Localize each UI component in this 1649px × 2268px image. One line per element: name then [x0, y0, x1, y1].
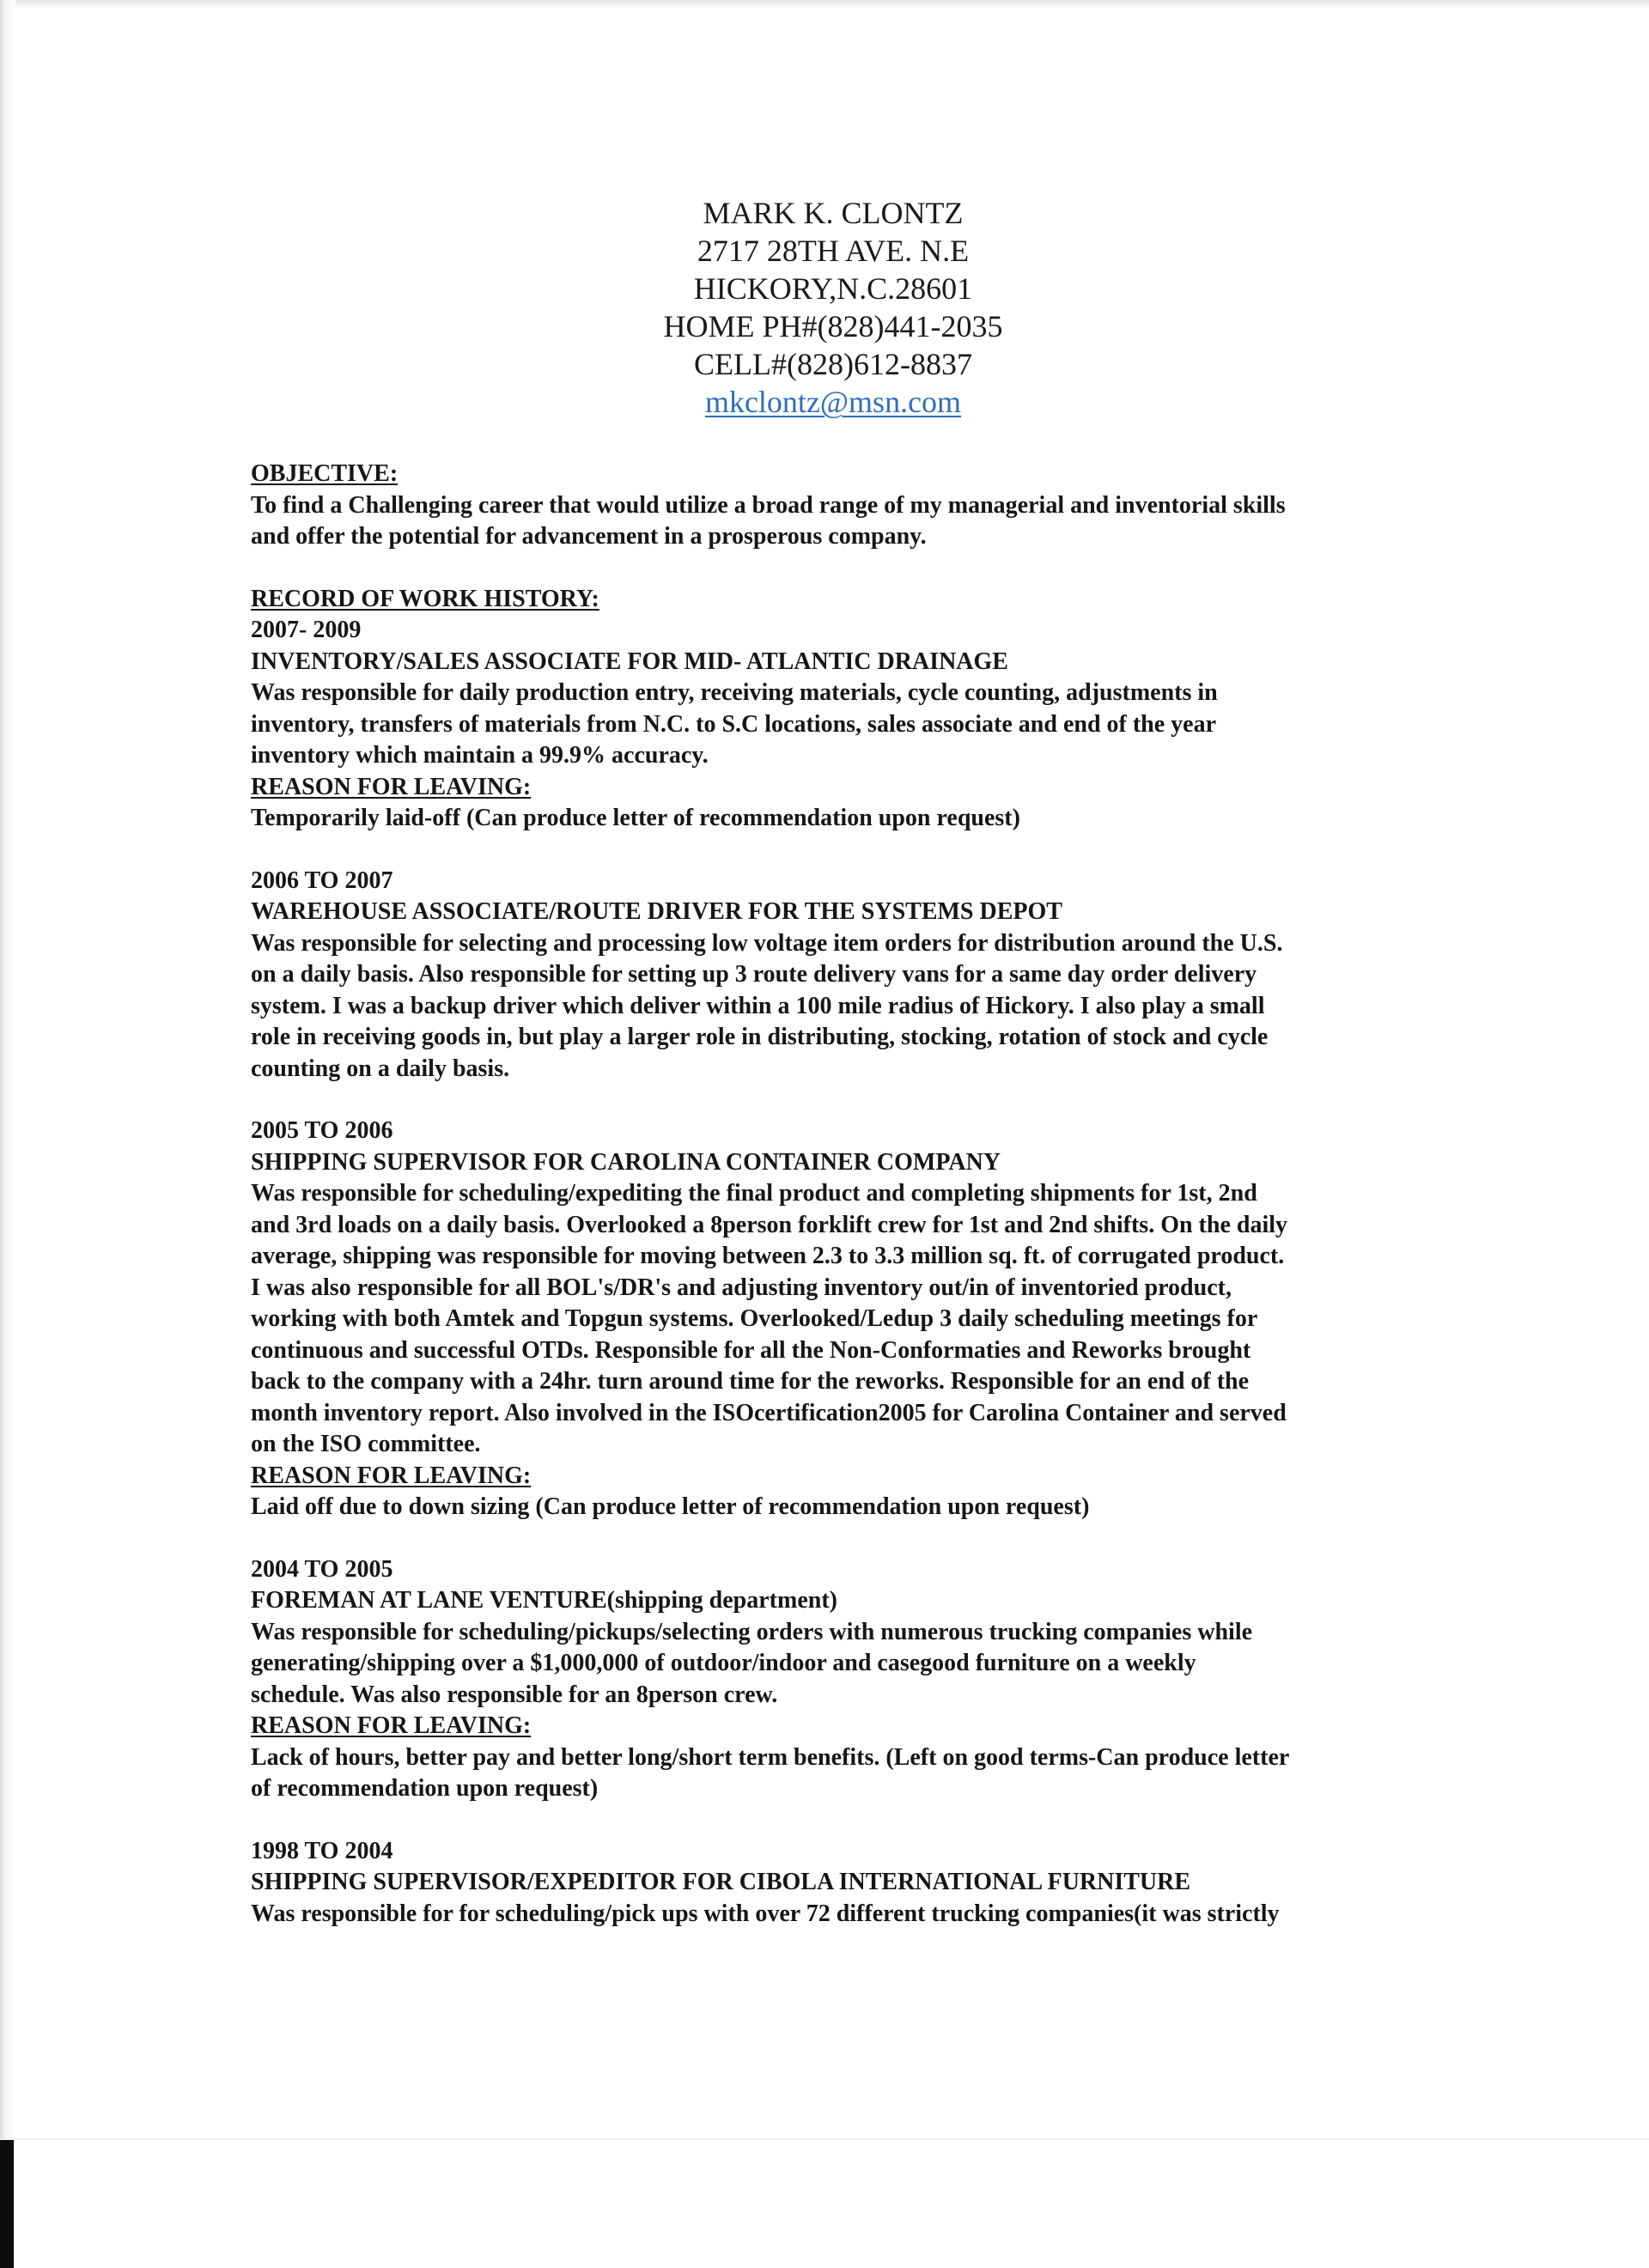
job-description-line: Was responsible for daily production entry, receiving materials, cycle counting, adjustments in	[251, 679, 1218, 706]
reason-heading: REASON FOR LEAVING:	[251, 773, 532, 800]
job-entry	[251, 1116, 1436, 1523]
job-description-line: month inventory report. Also involved in the ISOcertification2005 for Carolina Container and served	[251, 1399, 1287, 1426]
job-description-line: Was responsible for scheduling/expediting the final product and completing shipments for 1st, 2nd	[251, 1180, 1257, 1207]
job-entry	[251, 866, 1436, 1085]
reason-heading: REASON FOR LEAVING:	[251, 1712, 532, 1739]
job-title: INVENTORY/SALES ASSOCIATE FOR MID- ATLANTIC DRAINAGE	[251, 648, 1008, 675]
job-entry	[251, 615, 1436, 835]
page-bottom-strip	[0, 2140, 1649, 2268]
job-description-line: Was responsible for scheduling/pickups/selecting orders with numerous trucking companies while	[251, 1618, 1253, 1645]
job-description-line: Was responsible for selecting and processing low voltage item orders for distribution around the U.S.	[251, 929, 1283, 957]
applicant-name: MARK K. CLONTZ	[703, 196, 964, 230]
job-description-line: continuous and successful OTDs. Responsible for all the Non-Conformaties and Reworks brought	[251, 1336, 1251, 1364]
job-dates: 2004 TO 2005	[251, 1555, 393, 1583]
job-description-line: back to the company with a 24hr. turn around time for the reworks. Responsible for an end of the	[251, 1368, 1250, 1395]
job-description-line: average, shipping was responsible for moving between 2.3 to 3.3 million sq. ft. of corrugated product.	[251, 1243, 1285, 1269]
job-title: WAREHOUSE ASSOCIATE/ROUTE DRIVER FOR THE SYSTEMS DEPOT	[251, 898, 1062, 925]
job-title: FOREMAN AT LANE VENTURE(shipping department)	[251, 1587, 837, 1614]
resume-body	[251, 459, 1436, 1930]
objective-line: To find a Challenging career that would utilize a broad range of my managerial and inventorial skills	[251, 491, 1286, 519]
reason-line: Laid off due to down sizing (Can produce letter of recommendation upon request)	[251, 1493, 1090, 1520]
job-entry	[251, 1836, 1436, 1931]
home-phone: HOME PH#(828)441-2035	[663, 309, 1003, 344]
job-description-line: generating/shipping over a $1,000,000 of outdoor/indoor and casegood furniture on a weekly	[251, 1650, 1196, 1676]
objective-line: and offer the potential for advancement in a prosperous company.	[251, 523, 927, 550]
email-link[interactable]: mkclontz@msn.com	[704, 385, 962, 419]
cell-phone: CELL#(828)612-8837	[694, 347, 972, 381]
job-dates: 2006 TO 2007	[251, 866, 393, 894]
objective-heading: OBJECTIVE:	[251, 460, 399, 487]
scan-edge-top	[0, 0, 1649, 9]
scan-edge-bottom-left	[0, 2140, 14, 2268]
work-history-heading: RECORD OF WORK HISTORY:	[251, 585, 599, 612]
job-description-line: inventory, transfers of materials from N.C. to S.C locations, sales associate and end of the year	[251, 710, 1217, 738]
address-line-2: HICKORY,N.C.28601	[693, 271, 973, 306]
job-dates: 1998 TO 2004	[251, 1837, 393, 1864]
job-dates: 2005 TO 2006	[251, 1117, 393, 1144]
job-entry	[251, 1554, 1436, 1805]
work-history-section	[251, 584, 1436, 1931]
job-description-line: working with both Amtek and Topgun systems. Overlooked/Ledup 3 daily scheduling meetings for	[251, 1305, 1258, 1332]
job-description-line: on the ISO committee.	[251, 1431, 481, 1457]
job-description-line: and 3rd loads on a daily basis. Overlooked a 8person forklift crew for 1st and 2nd shifts. On the daily	[251, 1211, 1288, 1238]
job-description-line: counting on a daily basis.	[251, 1055, 510, 1082]
address-line-1: 2717 28TH AVE. N.E	[697, 234, 970, 268]
job-description-line: system. I was a backup driver which deliver within a 100 mile radius of Hickory. I also play a small	[251, 992, 1265, 1019]
job-description-line: Was responsible for for scheduling/pick ups with over 72 different trucking companies(it was strictly	[251, 1900, 1280, 1927]
job-description-line: role in receiving goods in, but play a larger role in distributing, stocking, rotation of stock and cycle	[251, 1024, 1269, 1050]
reason-line: Lack of hours, better pay and better long/short term benefits. (Left on good terms-Can produce letter	[251, 1743, 1290, 1771]
job-description-line: inventory which maintain a 99.9% accuracy.	[251, 742, 709, 769]
job-description-line: I was also responsible for all BOL's/DR's and adjusting inventory out/in of inventoried product,	[251, 1274, 1232, 1301]
objective-section	[251, 459, 1436, 553]
reason-heading: REASON FOR LEAVING:	[251, 1462, 532, 1489]
job-title: SHIPPING SUPERVISOR/EXPEDITOR FOR CIBOLA INTERNATIONAL FURNITURE	[251, 1869, 1191, 1895]
job-dates: 2007- 2009	[251, 617, 362, 643]
job-title: SHIPPING SUPERVISOR FOR CAROLINA CONTAINER COMPANY	[251, 1148, 1001, 1176]
contact-header	[0, 194, 1649, 421]
job-description-line: schedule. Was also responsible for an 8person crew.	[251, 1681, 778, 1708]
job-description-line: on a daily basis. Also responsible for setting up 3 route delivery vans for a same day order delivery	[251, 961, 1257, 988]
reason-line: Temporarily laid-off (Can produce letter of recommendation upon request)	[251, 805, 1020, 831]
reason-line: of recommendation upon request)	[251, 1775, 599, 1802]
